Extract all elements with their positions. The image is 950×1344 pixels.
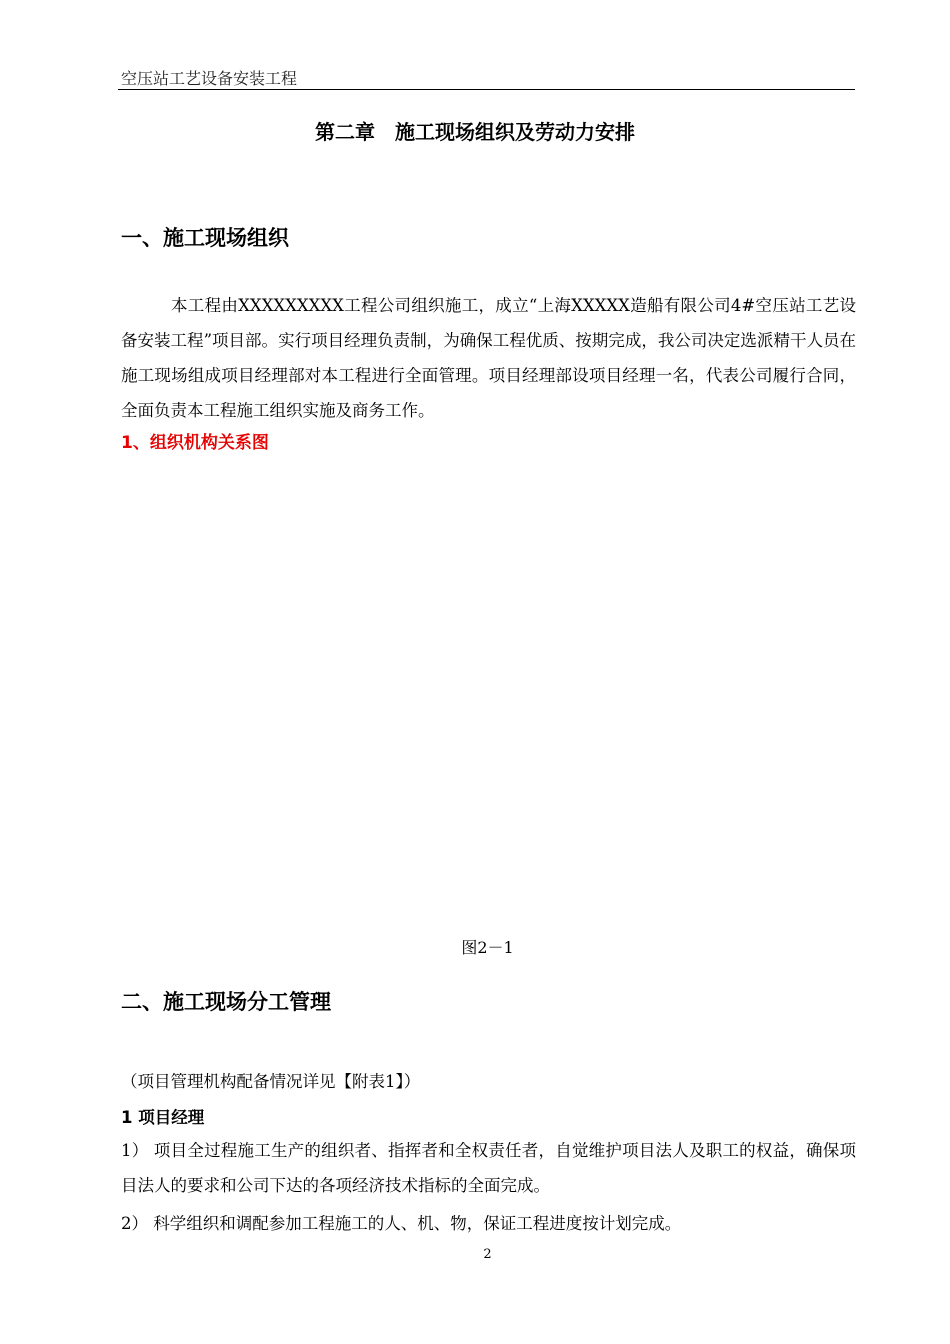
body-paragraph: 本工程由XXXXXXXXX工程公司组织施工，成立“上海XXXXX造船有限公司4#空压站工艺设备安装工程”项目部。实行项目经理负责制，为确保工程优质、按期完成，我公司决定选派精干人员在施工现场组成项目经理部对本工程进行全面管理。项目经理部设项目经理一名，代表公司履行合同，全面负责本工程施工组织实施及商务工作。 — [121, 296, 856, 420]
header-divider — [118, 89, 855, 90]
running-header: 空压站工艺设备安装工程 — [121, 69, 298, 88]
duty-item-2: 2） 科学组织和调配参加工程施工的人、机、物，保证工程进度按计划完成。 — [121, 1214, 682, 1233]
section-heading-site-organization: 一、施工现场组织 — [121, 226, 289, 250]
page-number: 2 — [483, 1247, 492, 1262]
item-title-project-manager: 1 项目经理 — [121, 1108, 205, 1127]
reference-note: （项目管理机构配备情况详见【附表1】） — [121, 1072, 421, 1091]
subheading-org-chart: 1、组织机构关系图 — [121, 433, 269, 453]
duty-item-1: 1） 项目全过程施工生产的组织者、指挥者和全权责任者，自觉维护项目法人及职工的权益，确保项目法人的要求和公司下达的各项经济技术指标的全面完成。 — [121, 1141, 856, 1195]
chapter-title: 第二章 施工现场组织及劳动力安排 — [315, 120, 635, 144]
org-chart-figure-area — [121, 470, 856, 910]
section-heading-division-management: 二、施工现场分工管理 — [121, 990, 331, 1014]
figure-caption: 图2－1 — [461, 938, 514, 957]
